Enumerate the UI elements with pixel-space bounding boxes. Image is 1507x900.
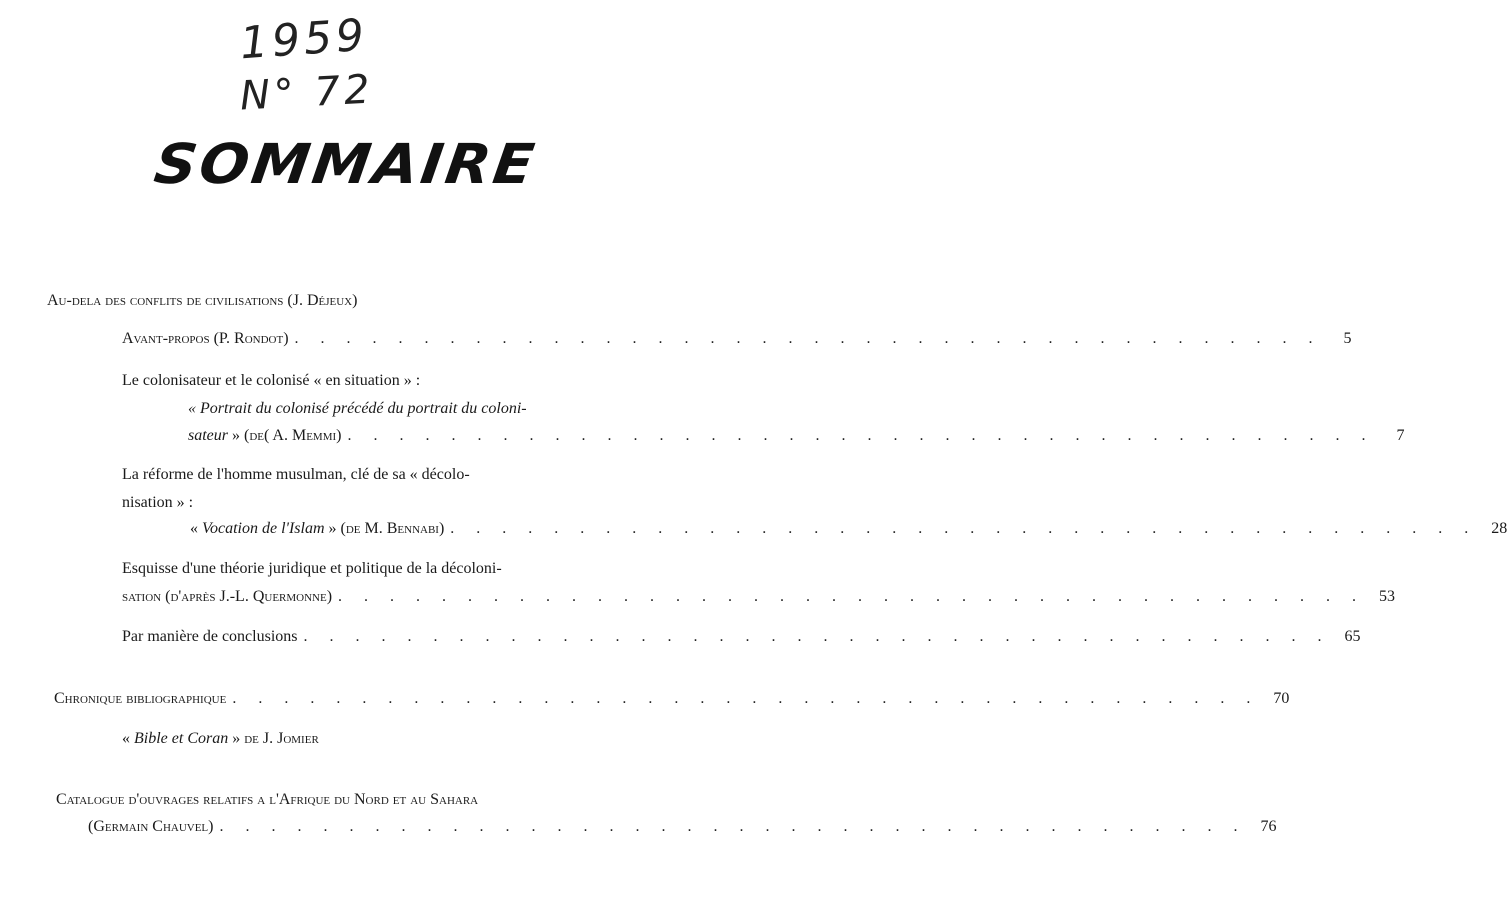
page-number: 70 [1273, 690, 1290, 707]
page-number: 76 [1260, 818, 1277, 835]
toc-entry-chronique[interactable] [54, 690, 1290, 708]
toc-entry-colonisateur-heading: Le colonisateur et le colonisé « en situation » : [122, 372, 421, 389]
page-number: 65 [1344, 628, 1361, 645]
subentry-title: Bible et Coran [134, 730, 229, 747]
toc-entry-reforme-line2: nisation » : [122, 494, 194, 511]
toc-entry-catalogue[interactable] [88, 818, 1277, 836]
toc-entry-author: » (de M. Bennabi) [324, 520, 445, 537]
toc-entry-text: (Germain Chauvel) [88, 818, 214, 835]
toc-entry-title: Vocation de l'Islam [202, 520, 325, 537]
toc-entry-conclusions[interactable] [122, 628, 1361, 646]
toc-entry-vocation[interactable] [190, 520, 1507, 538]
toc-entry-text: Avant-propos (P. Rondot) [122, 330, 289, 347]
toc-entry-title: sateur [188, 427, 228, 444]
open-quote: « [122, 730, 134, 747]
handwritten-number: N° 72 [238, 66, 375, 120]
page-title: SOMMAIRE [150, 131, 541, 197]
toc-entry-colonisateur[interactable] [188, 427, 1405, 445]
section2-subentry [122, 730, 319, 748]
section3-heading: Catalogue d'ouvrages relatifs a l'Afrique du Nord et au Sahara [56, 791, 479, 808]
toc-entry-esquisse[interactable] [122, 588, 1396, 606]
page-number: 7 [1396, 427, 1405, 444]
toc-entry-colonisateur-line1: « Portrait du colonisé précédé du portrait du coloni- [188, 400, 527, 417]
toc-entry-avant-propos[interactable] [122, 330, 1352, 348]
dot-leader: . . . . . . . . . . . . . . . . . . . . . . . . . . . . . . . . . . . . . . . . [450, 520, 1478, 537]
toc-entry-esquisse-line1: Esquisse d'une théorie juridique et politique de la décoloni- [122, 560, 502, 577]
page-number: 53 [1379, 588, 1396, 605]
dot-leader: . . . . . . . . . . . . . . . . . . . . . . . . . . . . . . . . . . . . . . . . [338, 588, 1366, 605]
subentry-author: » de J. Jomier [228, 730, 319, 747]
toc-entry-text: sation (d'après J.-L. Quermonne) [122, 588, 333, 605]
toc-entry-author: » (de( A. Memmi) [228, 427, 342, 444]
section1-heading [47, 292, 357, 310]
section1-heading-title: Au-dela des conflits de civilisations [47, 292, 284, 309]
open-quote: « [190, 520, 202, 537]
handwritten-year: 1959 [238, 9, 370, 70]
page-number: 28 [1491, 520, 1507, 537]
toc-entry-reforme-line1: La réforme de l'homme musulman, clé de sa « décolo- [122, 466, 470, 483]
page-number: 5 [1343, 330, 1352, 347]
dot-leader: . . . . . . . . . . . . . . . . . . . . . . . . . . . . . . . . . . . . . . . . [303, 628, 1331, 645]
toc-entry-text: Par manière de conclusions [122, 628, 298, 645]
section1-heading-author: (J. Déjeux) [283, 292, 358, 309]
dot-leader: . . . . . . . . . . . . . . . . . . . . . . . . . . . . . . . . . . . . . . . . [347, 427, 1375, 444]
dot-leader: . . . . . . . . . . . . . . . . . . . . . . . . . . . . . . . . . . . . . . . . [294, 330, 1322, 347]
dot-leader: . . . . . . . . . . . . . . . . . . . . . . . . . . . . . . . . . . . . . . . . [232, 690, 1260, 707]
section2-heading: Chronique bibliographique [54, 690, 227, 707]
dot-leader: . . . . . . . . . . . . . . . . . . . . . . . . . . . . . . . . . . . . . . . . [219, 818, 1247, 835]
